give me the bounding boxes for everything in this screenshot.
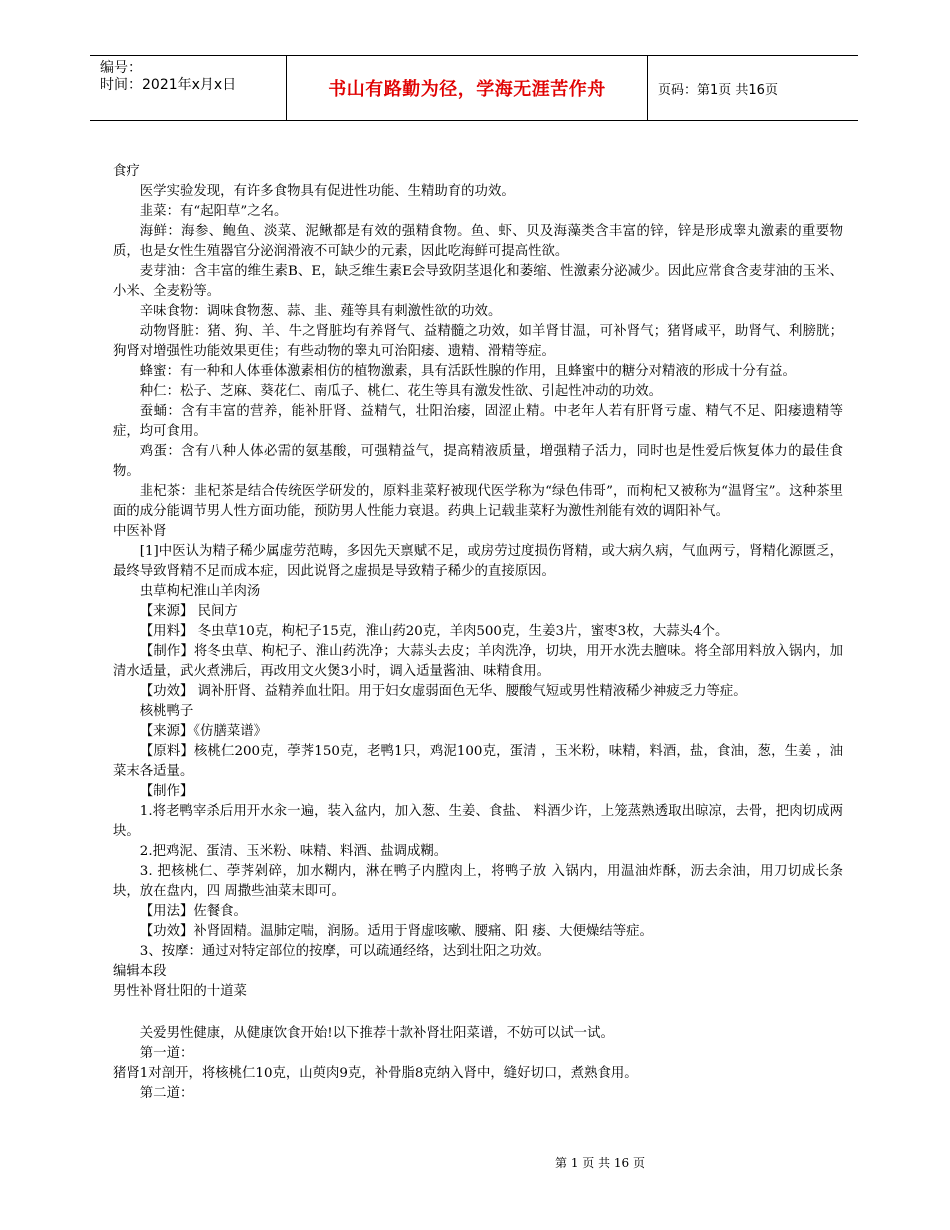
page-header: [90, 55, 858, 121]
paragraph: 3、按摩：通过对特定部位的按摩，可以疏通经络，达到壮阳之功效。: [139, 944, 551, 959]
paragraph: 【来源】 民间方: [139, 604, 238, 619]
paragraph: 【制作】: [139, 784, 194, 799]
paragraph: 麦芽油：含丰富的维生素B、E，缺乏维生素E会导致阴茎退化和萎缩、性激素分泌减少。因此应常食含麦芽油的玉米、小米、全麦粉等。: [113, 264, 843, 299]
document-body: [113, 162, 843, 1104]
header-motto: 书山有路勤为径，学海无涯苦作舟: [328, 79, 606, 100]
paragraph: 【用料】 冬虫草10克，枸杞子15克，淮山药20克，羊肉500克，生姜3片，蜜枣3枚，大蒜头4个。: [139, 624, 729, 639]
paragraph-gap: [113, 1002, 843, 1024]
header-meta: [90, 56, 286, 120]
paragraph: 蜂蜜：有一种和人体垂体激素相仿的植物激素，具有活跃性腺的作用，且蜂蜜中的糖分对精液的形成十分有益。: [139, 364, 796, 379]
paragraph: 虫草枸杞淮山羊肉汤: [139, 584, 261, 599]
number-label: 编号：: [100, 60, 142, 76]
paragraph: 猪肾1对剖开，将核桃仁10克，山萸肉9克，补骨脂8克纳入肾中，缝好切口，煮熟食用。: [113, 1066, 638, 1081]
paragraph: 蚕蛹：含有丰富的营养，能补肝肾、益精气，壮阳治痿，固涩止精。中老年人若有肝肾亏虚、精气不足、阳痿遗精等症，均可食用。: [113, 404, 843, 439]
paragraph: 动物肾脏：猪、狗、羊、牛之肾脏均有养肾气、益精髓之功效，如羊肾甘温，可补肾气；猪肾咸平，助肾气、利膀胱；狗肾对增强性功能效果更佳；有些动物的睾丸可治阳痿、遗精、滑精等症。: [113, 324, 843, 359]
paragraph: 第二道：: [139, 1086, 194, 1101]
paragraph: 种仁：松子、芝麻、葵花仁、南瓜子、桃仁、花生等具有激发性欲、引起性冲动的功效。: [139, 384, 663, 399]
paragraph: 【制作】将冬虫草、枸杞子、淮山药洗净；大蒜头去皮；羊肉洗净，切块，用开水洗去膻味。将全部用料放入锅内，加清水适量，武火煮沸后，再改用文火煲3小时，调入适量酱油、味精食用。: [113, 644, 843, 679]
paragraph: 【原料】核桃仁200克，荸荠150克，老鸭1只，鸡泥100克，蛋清 ，玉米粉，味精，料酒，盐，食油，葱，生姜 ，油菜末各适量。: [113, 744, 843, 779]
paragraph: 鸡蛋：含有八种人体必需的氨基酸，可强精益气，提高精液质量，增强精子活力，同时也是性爱后恢复体力的最佳食物。: [113, 444, 843, 479]
paragraph: 2.把鸡泥、蛋清、玉米粉、味精、料酒、盐调成糊。: [139, 844, 448, 859]
paragraph: 【功效】 调补肝肾、益精养血壮阳。用于妇女虚弱面色无华、腰酸气短或男性精液稀少神疲乏力等症。: [139, 684, 747, 699]
page-footer: [0, 1154, 950, 1171]
footer-page-number: 第 1 页 共 16 页: [555, 1156, 645, 1170]
paragraph: 辛味食物：调味食物葱、蒜、韭、薤等具有刺激性欲的功效。: [139, 304, 502, 319]
paragraph: 【功效】补肾固精。温肺定喘，润肠。适用于肾虚咳嗽、腰痛、阳 痿、大便燥结等症。: [139, 924, 653, 939]
paragraph: 核桃鸭子: [139, 704, 194, 719]
paragraph: 韭杞茶：韭杞茶是结合传统医学研发的，原料韭菜籽被现代医学称为“绿色伟哥”，而枸杞又被称为“温肾宝”。这种茶里面的成分能调节男人性方面功能，预防男人性能力衰退。药典上记载韭菜籽为激性剂能有效的调阳补气。: [113, 484, 843, 519]
paragraph: 第一道：: [139, 1046, 194, 1061]
time-label: 时间：2021年x月x日: [100, 77, 237, 93]
paragraph: 3. 把核桃仁、荸荠剁碎，加水糊内，淋在鸭子内膛肉上，将鸭子放 入锅内，用温油炸酥，沥去余油，用刀切成长条块，放在盘内，四 周撒些油菜末即可。: [113, 864, 843, 899]
paragraph: 男性补肾壮阳的十道菜: [113, 984, 247, 999]
paragraph: 医学实验发现，有许多食物具有促进性功能、生精助育的功效。: [139, 184, 515, 199]
paragraph: 【用法】佐餐食。: [139, 904, 247, 919]
header-motto-cell: [286, 56, 648, 120]
header-page-info: 页码：第1页 共16页: [658, 82, 778, 98]
paragraph: 韭菜：有“起阳草”之名。: [139, 204, 288, 219]
paragraph: 食疗: [113, 164, 140, 179]
paragraph: 关爱男性健康，从健康饮食开始!以下推荐十款补肾壮阳菜谱，不妨可以试一试。: [139, 1026, 614, 1041]
paragraph: 编辑本段: [113, 964, 167, 979]
paragraph: 中医补肾: [113, 524, 167, 539]
paragraph: 海鲜：海参、鲍鱼、淡菜、泥鳅都是有效的强精食物。鱼、虾、贝及海藻类含丰富的锌，锌是形成睾丸激素的重要物质，也是女性生殖器官分泌润滑液不可缺少的元素，因此吃海鲜可提高性欲。: [113, 224, 843, 259]
paragraph: 【来源】《仿膳菜谱》: [139, 724, 268, 739]
paragraph: [1]中医认为精子稀少属虚劳范畴，多因先天禀赋不足，或房劳过度损伤肾精，或大病久病，气血两亏，肾精化源匮乏，最终导致肾精不足而成本症，因此说肾之虚损是导致精子稀少的直接原因。: [113, 544, 843, 579]
paragraph: 1.将老鸭宰杀后用开水汆一遍，装入盆内，加入葱、生姜、食盐、 料酒少许，上笼蒸熟透取出晾凉，去骨，把肉切成两块。: [113, 804, 843, 839]
